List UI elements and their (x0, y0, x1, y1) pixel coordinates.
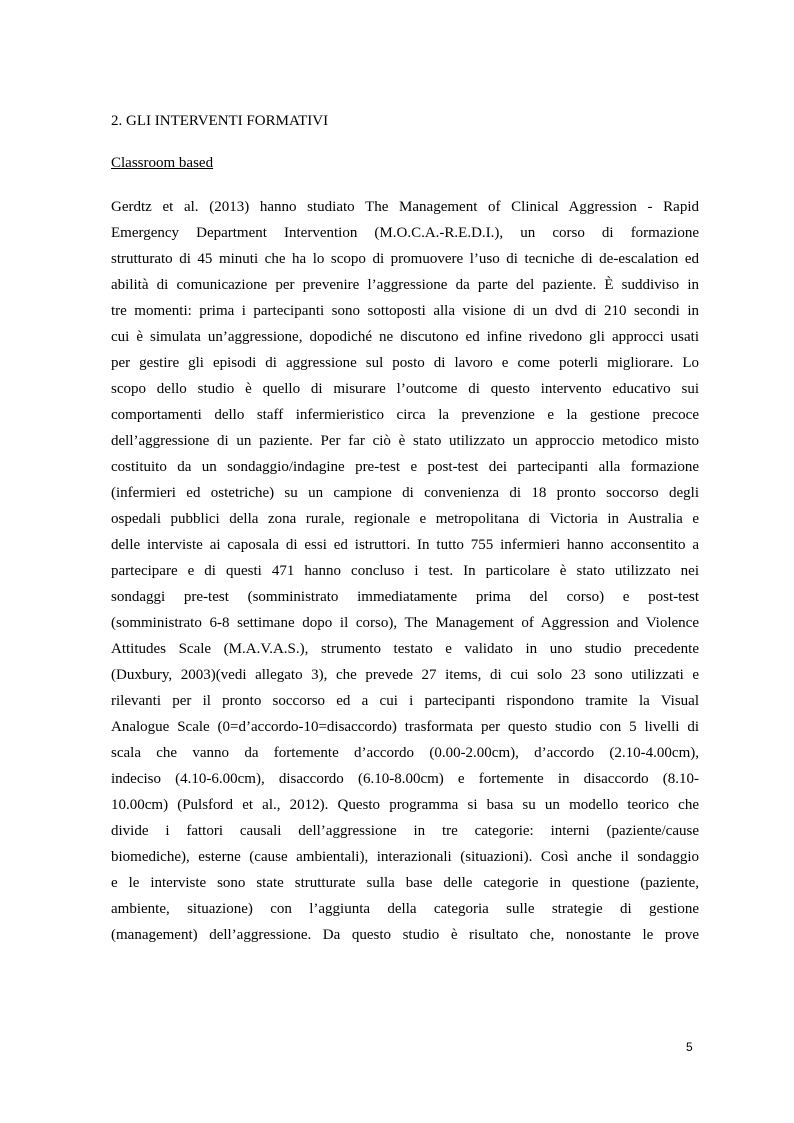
body-line: delle interviste ai caposala di essi ed istruttori. In tutto 755 infermieri hanno acconsentito a (111, 537, 699, 553)
body-line: comportamenti dello staff infermieristico circa la prevenzione e la gestione precoce (111, 407, 699, 423)
body-line: indeciso (4.10-6.00cm), disaccordo (6.10-8.00cm) e fortemente in disaccordo (8.10- (111, 771, 699, 787)
body-line: (somministrato 6-8 settimane dopo il corso), The Management of Aggression and Violence (111, 615, 699, 631)
body-line: Gerdtz et al. (2013) hanno studiato The Management of Clinical Aggression - Rapid (111, 199, 699, 215)
body-line: 10.00cm) (Pulsford et al., 2012). Questo programma si basa su un modello teorico che (111, 797, 699, 813)
body-line: ambiente, situazione) con l’aggiunta della categoria sulle strategie di gestione (111, 901, 699, 917)
body-line: scala che vanno da fortemente d’accordo (0.00-2.00cm), d’accordo (2.10-4.00cm), (111, 745, 699, 761)
body-line: (Duxbury, 2003)(vedi allegato 3), che prevede 27 items, di cui solo 23 sono utilizzati e (111, 667, 699, 683)
body-line: per gestire gli episodi di aggressione sul posto di lavoro e come poterli migliorare. Lo (111, 355, 699, 371)
subsection-title: Classroom based (111, 155, 214, 171)
body-line: partecipare e di questi 471 hanno concluso i test. In particolare è stato utilizzato nei (111, 563, 699, 579)
body-line: e le interviste sono state strutturate sulla base delle categorie in questione (paziente, (111, 875, 699, 891)
section-title: 2. GLI INTERVENTI FORMATIVI (111, 113, 329, 129)
body-line: abilità di comunicazione per prevenire l’aggressione da parte del paziente. È suddiviso in (111, 277, 699, 293)
body-line: Attitudes Scale (M.A.V.A.S.), strumento testato e validato in uno studio precedente (111, 641, 699, 657)
body-line: dell’aggressione di un paziente. Per far ciò è stato utilizzato un approccio metodico misto (111, 433, 699, 449)
body-paragraph (111, 194, 699, 948)
body-line: (infermieri ed ostetriche) su un campione di convenienza di 18 pronto soccorso degli (111, 485, 699, 501)
body-line: Analogue Scale (0=d’accordo-10=disaccordo) trasformata per questo studio con 5 livelli di (111, 719, 699, 735)
body-line: sondaggi pre-test (somministrato immediatamente prima del corso) e post-test (111, 589, 699, 605)
body-line: Emergency Department Intervention (M.O.C.A.-R.E.D.I.), un corso di formazione (111, 225, 699, 241)
body-line: divide i fattori causali dell’aggressione in tre categorie: interni (paziente/cause (111, 823, 699, 839)
body-line: ospedali pubblici della zona rurale, regionale e metropolitana di Victoria in Australia e (111, 511, 699, 527)
page-number: 5 (686, 1040, 693, 1054)
body-line: strutturato di 45 minuti che ha lo scopo di promuovere l’uso di tecniche di de-escalation ed (111, 251, 699, 267)
body-line: biomediche), esterne (cause ambientali), interazionali (situazioni). Così anche il sondaggio (111, 849, 699, 865)
body-line: rilevanti per il pronto soccorso ed a cui i partecipanti rispondono tramite la Visual (111, 693, 699, 709)
body-line: (management) dell’aggressione. Da questo studio è risultato che, nonostante le prove (111, 927, 699, 943)
body-line: tre momenti: prima i partecipanti sono sottoposti alla visione di un dvd di 210 secondi in (111, 303, 699, 319)
body-line: scopo dello studio è quello di misurare l’outcome di questo intervento educativo sui (111, 381, 699, 397)
body-line: cui è simulata un’aggressione, dopodiché ne discutono ed infine rivedono gli approcci usati (111, 329, 699, 345)
body-line: costituito da un sondaggio/indagine pre-test e post-test dei partecipanti alla formazione (111, 459, 699, 475)
